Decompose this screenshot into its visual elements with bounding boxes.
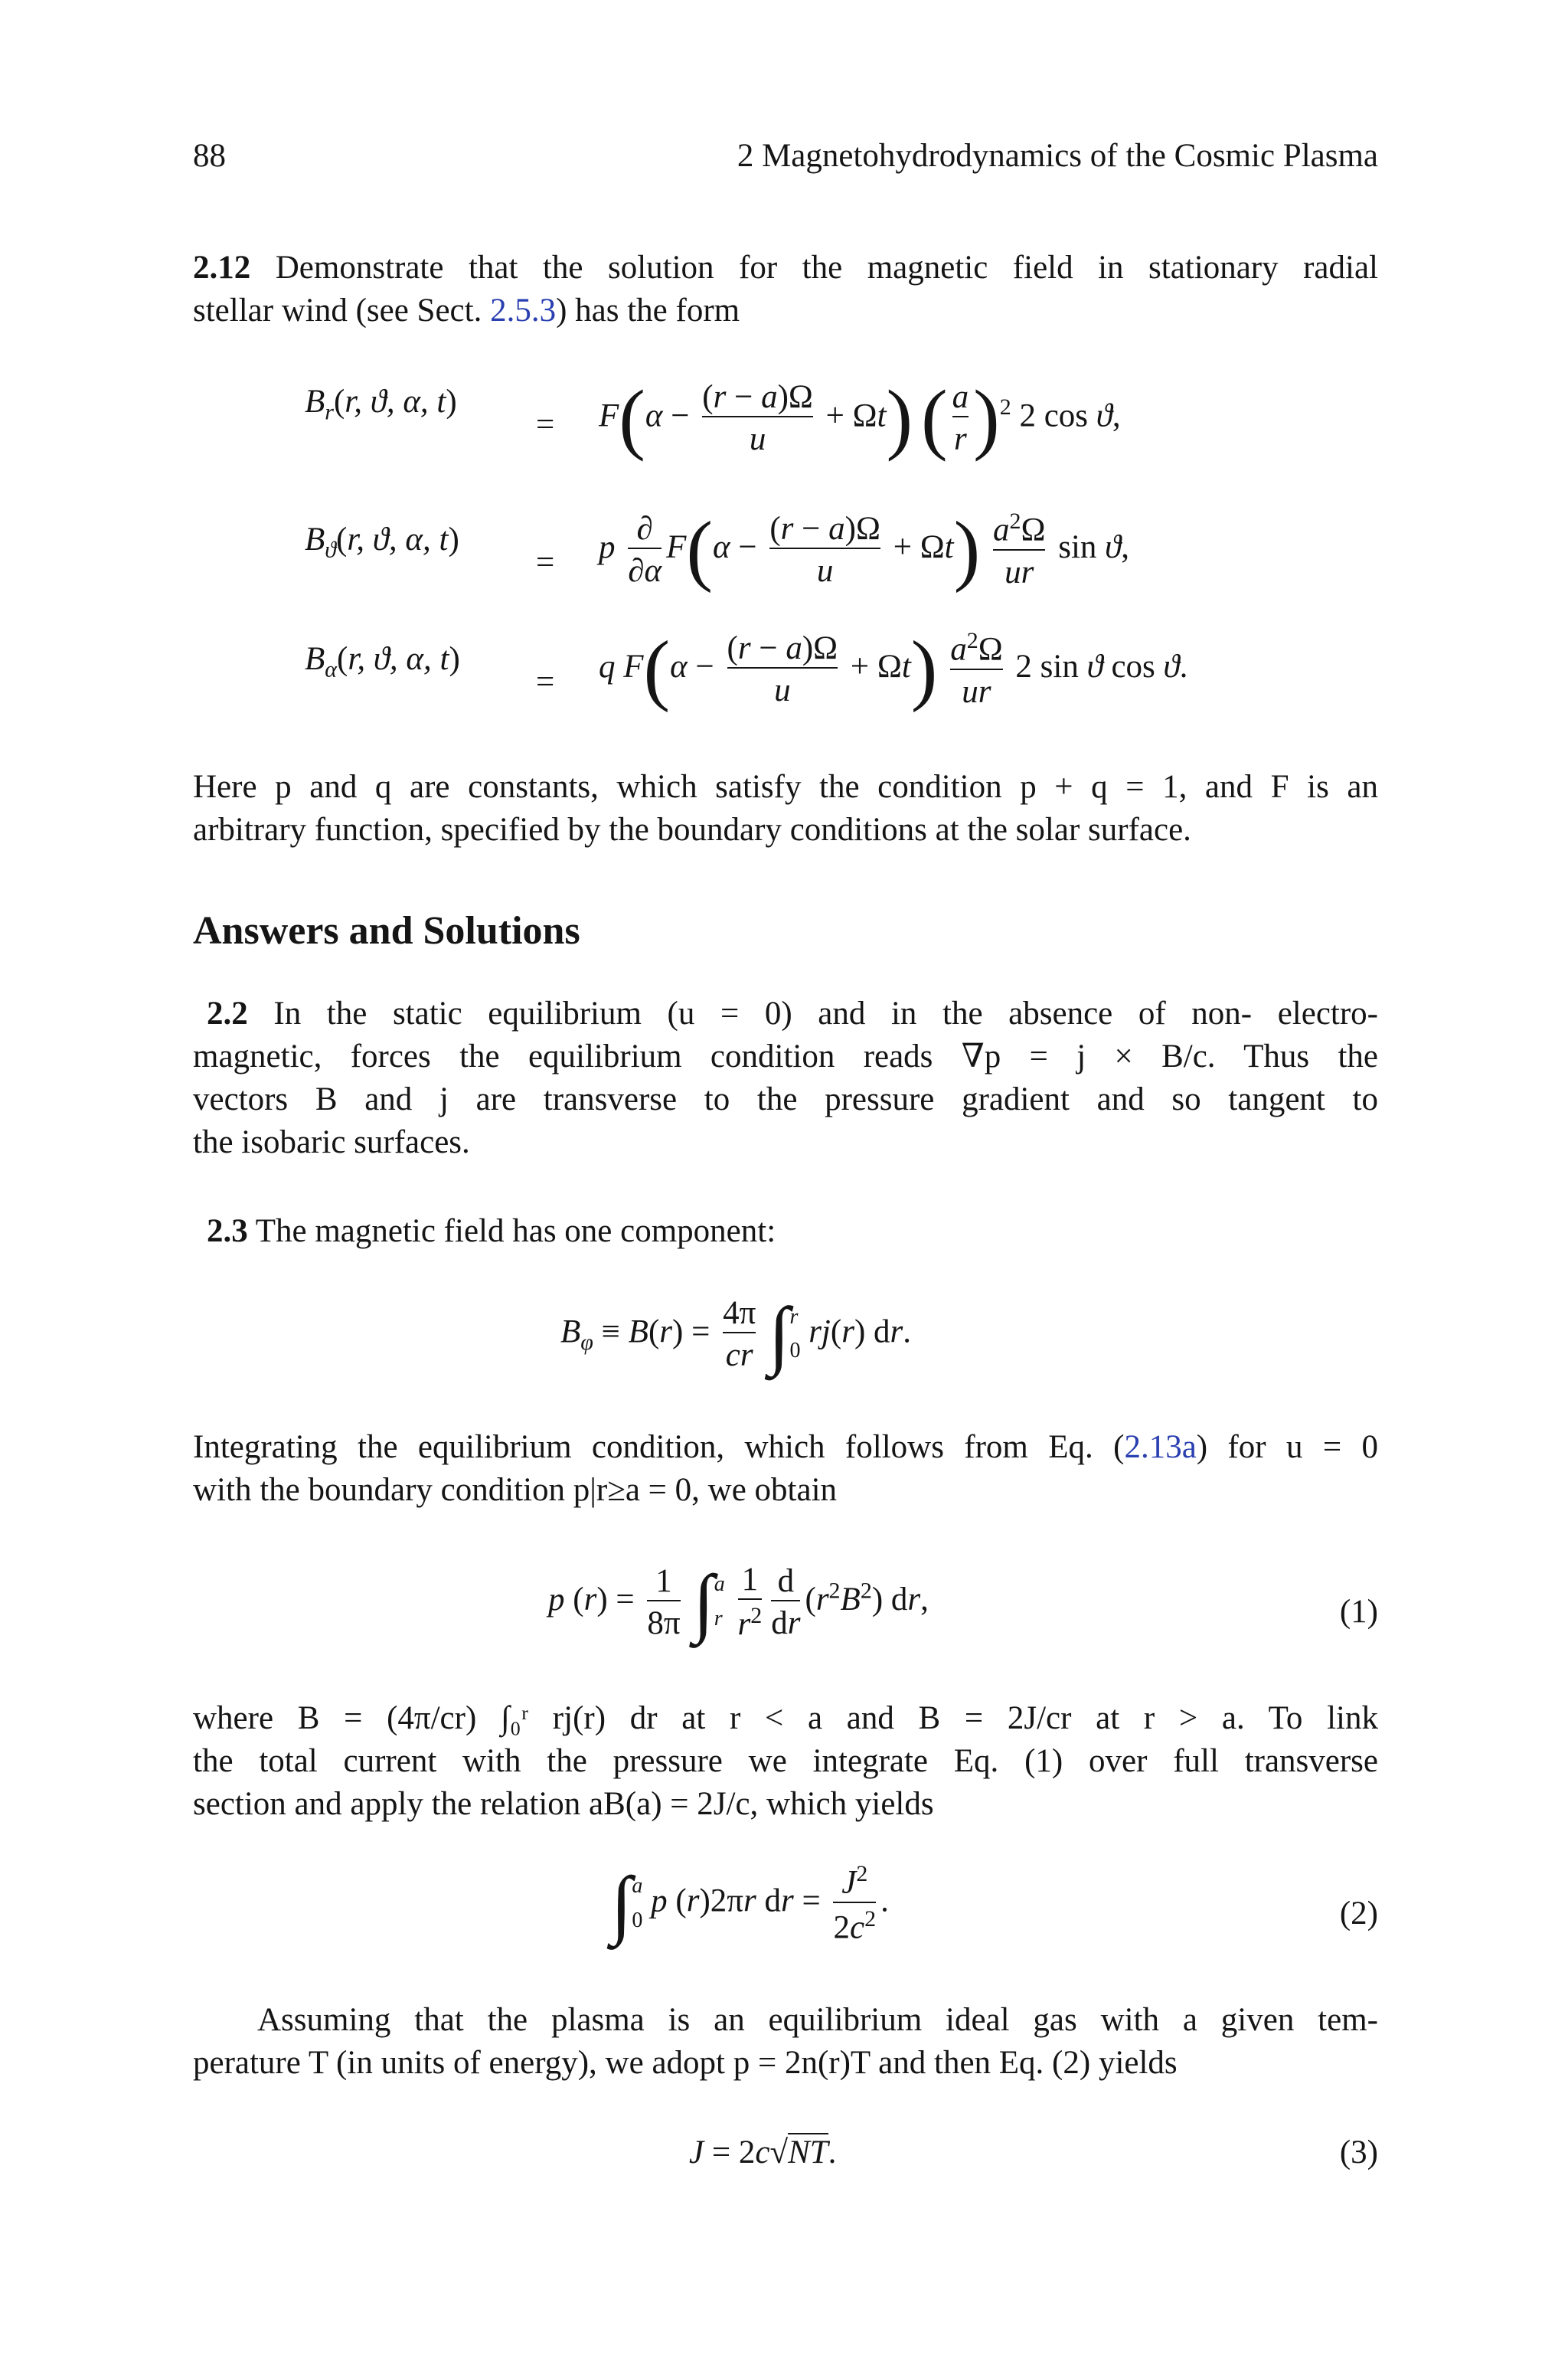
equation-1: p (r) = $\frac{1}{8\pi}$ ∫ a r $\frac{1}{r^2}$ $\frac{d}{dr}$ $(r^2B^2)$ dr, xyxy=(548,1559,929,1645)
equation-bphi: $B_\varphi \equiv B(r)$ = $\frac{4\pi}{cr}$ ∫ r 0 rj(r) dr. xyxy=(560,1291,912,1377)
paragraph-line: with the boundary condition p|r≥a = 0, we obtain xyxy=(193,1472,838,1508)
paragraph-line: magnetic, forces the equilibrium condition reads ∇p = j × B/c. Thus the xyxy=(193,1039,1378,1075)
assuming-paragraph xyxy=(193,1999,1378,2085)
equals-sign: = xyxy=(536,664,555,700)
paragraph-line: where B = (4π/cr) ∫₀ʳ rj(r) dr at r < a and B = 2J/cr at r > a. To link xyxy=(193,1700,1378,1736)
equation-number-1: (1) xyxy=(1339,1594,1378,1630)
answer-2-3-intro xyxy=(193,1210,1378,1253)
equation-link[interactable]: 2.13a xyxy=(1124,1429,1197,1465)
problem-text: ) has the form xyxy=(556,293,740,329)
problem-2-12-paragraph xyxy=(193,247,1378,332)
answer-number: 2.3 xyxy=(207,1213,248,1249)
where-paragraph xyxy=(193,1697,1378,1826)
section-link[interactable]: 2.5.3 xyxy=(490,293,557,329)
equation-3: J = 2c√NT. xyxy=(689,2134,837,2170)
problem-number: 2.12 xyxy=(193,250,251,286)
answer-2-2-paragraph xyxy=(193,993,1378,1164)
problem-text: stellar wind (see Sect. xyxy=(193,293,482,329)
equation-balpha-rhs: q F(α − $\frac{(r - a)\Omega}{u}$ + Ωt) $\frac{a^2\Omega}{ur}$ 2 sin ϑ cos ϑ. xyxy=(599,625,1188,714)
equation-number-2: (2) xyxy=(1339,1896,1378,1932)
equation-br: $B_r(r$, ϑ, α, t) xyxy=(305,384,457,425)
equation-br-rhs: F(α − $\frac{(r - a)\Omega}{u}$ + Ωt) ( $\frac{a}{r}$ )$^2$ 2 cos ϑ, xyxy=(599,374,1121,463)
paragraph-line: Here p and q are constants, which satisfy the condition p + q = 1, and F is an xyxy=(193,769,1378,805)
paragraph-line: In the static equilibrium (u = 0) and in the absence of non- electro- xyxy=(273,996,1379,1032)
paragraph-line: Assuming that the plasma is an equilibrium ideal gas with a given tem- xyxy=(257,2002,1378,2038)
paragraph-line: vectors B and j are transverse to the pressure gradient and so tangent to xyxy=(193,1081,1378,1117)
paragraph-line: arbitrary function, specified by the boundary conditions at the solar surface. xyxy=(193,812,1191,848)
answer-number: 2.2 xyxy=(207,996,248,1032)
equation-btheta: $B_ϑ(r$, ϑ, α, t) xyxy=(305,522,459,563)
paragraph-line: the isobaric surfaces. xyxy=(193,1124,470,1160)
paragraph-line: Integrating the equilibrium condition, which follows from Eq. ( xyxy=(193,1429,1125,1465)
running-title: 2 Magnetohydrodynamics of the Cosmic Plasma xyxy=(737,138,1378,174)
section-heading: Answers and Solutions xyxy=(193,909,580,953)
equation-balpha: $B_\alpha(r$, ϑ, α, t) xyxy=(305,641,460,682)
equals-sign: = xyxy=(536,545,555,581)
equation-number-3: (3) xyxy=(1339,2134,1378,2170)
problem-2-12-conclusion xyxy=(193,766,1378,852)
equation-2: ∫ a 0 p (r)2πr dr = $\frac{J^2}{2c^2}$ . xyxy=(611,1860,889,1946)
paragraph-line: the total current with the pressure we integrate Eq. (1) over full transverse xyxy=(193,1743,1378,1779)
page-number: 88 xyxy=(193,138,226,174)
problem-text: Demonstrate that the solution for the magnetic field in stationary radial xyxy=(275,250,1378,286)
equals-sign: = xyxy=(536,407,555,443)
equation-btheta-rhs: p $\frac{\partial}{\partial\alpha}$ F(α − $\frac{(r - a)\Omega}{u}$ + Ωt) $\frac{a^2\Omega}{ur}$ sin ϑ, xyxy=(599,505,1130,594)
integrating-paragraph xyxy=(193,1426,1378,1512)
paragraph-line: section and apply the relation aB(a) = 2J/c, which yields xyxy=(193,1786,934,1822)
paragraph-line: perature T (in units of energy), we adopt p = 2n(r)T and then Eq. (2) yields xyxy=(193,2045,1178,2081)
paragraph-line: The magnetic field has one component: xyxy=(255,1213,776,1249)
paragraph-line: ) for u = 0 xyxy=(1196,1429,1378,1465)
